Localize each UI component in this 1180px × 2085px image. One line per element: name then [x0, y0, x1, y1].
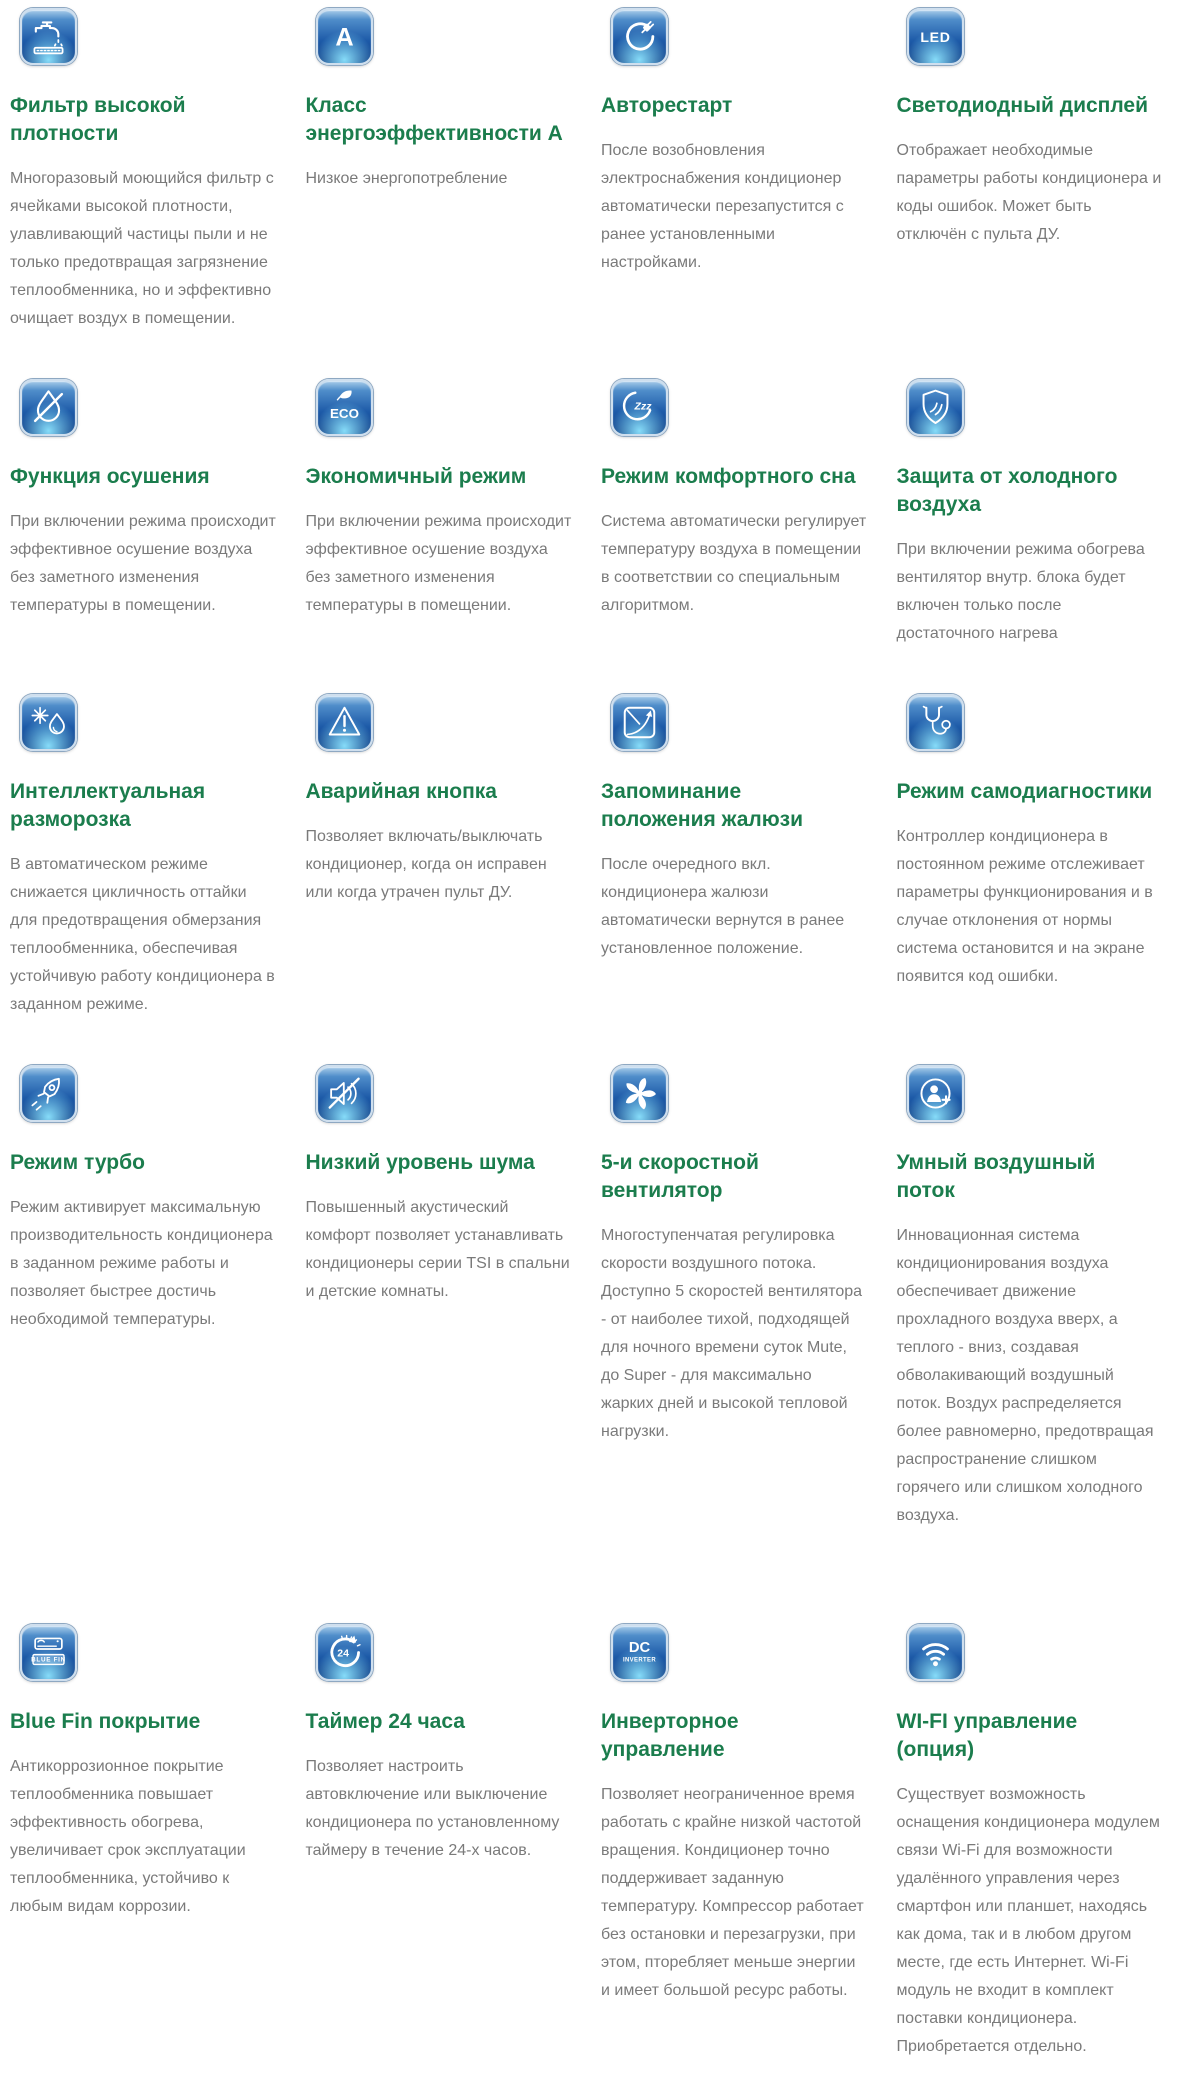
feature-title: WI-FI управление (опция) — [896, 1710, 1078, 1761]
feature-title: Низкий уровень шума — [305, 1151, 535, 1174]
svg-text:Zzz: Zzz — [634, 400, 652, 413]
feature-description: Отображает необходимые параметры работы кондиционера и коды ошибок. Может быть отключён с пульта ДУ. — [896, 142, 1162, 243]
feature-card — [10, 694, 278, 1019]
feature-description: После возобновления электроснабжения кондиционер автоматически перезапустится с ранее установленными настройками. — [601, 142, 844, 271]
feature-description: После очередного вкл. кондиционера жалюзи автоматически вернутся в ранее установленное положение. — [601, 856, 845, 957]
wifi-control-icon — [907, 1624, 964, 1681]
feature-title: Класс энергоэффективности А — [305, 94, 563, 145]
feature-title: Режим турбо — [10, 1151, 145, 1174]
feature-description: Антикоррозионное покрытие теплообменника повышает эффективность обогрева, увеличивает срок эксплуатации теплообменника, устойчиво к любым видам коррозии. — [10, 1758, 246, 1915]
svg-text:ECO: ECO — [329, 406, 359, 422]
feature-card — [897, 1624, 1165, 2061]
five-speed-fan-icon — [611, 1065, 668, 1122]
feature-description: В автоматическом режиме снижается цикличность оттайки для предотвращения обмерзания теплообменника, обеспечивая устойчивую работу кондиционера в заданном режиме. — [10, 856, 275, 1013]
feature-description: Существует возможность оснащения кондиционера модулем связи Wi-Fi для возможности удалённого управления через смартфон или планшет, находясь как дома, так и в любом другом месте, где есть Интернет. Wi-Fi модуль не входит в комплект поставки кондиционера. Приобретается отдельно. — [896, 1786, 1160, 2055]
feature-card — [897, 694, 1165, 1019]
feature-description: Режим активирует максимальную производительность кондиционера в заданном режиме работы и позволяет быстрее достичь необходимой температуры. — [10, 1199, 273, 1328]
turbo-mode-icon — [20, 1065, 77, 1122]
svg-text:LED: LED — [919, 29, 951, 46]
svg-text:A: A — [334, 23, 354, 52]
blue-fin-icon — [20, 1624, 77, 1681]
feature-card — [601, 694, 869, 1019]
feature-description: Многоступенчатая регулировка скорости воздушного потока. Доступно 5 скоростей вентилятора - от наиболее тихой, подходящей для ночного времени суток Mute, до Super - для максимально жарких дней и высокой тепловой нагрузки. — [601, 1227, 863, 1440]
feature-title: Запоминание положения жалюзи — [601, 780, 804, 831]
feature-description: Повышенный акустический комфорт позволяет устанавливать кондиционеры серии TSI в спальни и детские комнаты. — [305, 1199, 570, 1300]
svg-text:DC: DC — [628, 1639, 651, 1656]
feature-description: Позволяет включать/выключать кондиционер, когда он исправен или когда утрачен пульт ДУ. — [305, 828, 547, 901]
feature-card — [10, 1065, 278, 1530]
feature-description: Контроллер кондиционера в постоянном режиме отслеживает параметры функционирования и в случае отклонения от нормы система остановится и на экране появится код ошибки. — [896, 828, 1153, 985]
feature-title: 5-и скоростной вентилятор — [601, 1151, 759, 1202]
feature-title: Режим самодиагностики — [896, 780, 1153, 803]
feature-title: Фильтр высокой плотности — [10, 94, 186, 145]
feature-card — [601, 8, 869, 333]
feature-card — [10, 1624, 278, 2061]
feature-card — [897, 1065, 1165, 1530]
feature-card — [306, 8, 574, 333]
feature-description: При включении режима происходит эффективное осушение воздуха без заметного изменения температуры в помещении. — [305, 513, 572, 614]
intelligent-defrost-icon — [20, 694, 77, 751]
feature-card — [601, 1624, 869, 2061]
smart-airflow-icon — [907, 1065, 964, 1122]
feature-card — [306, 1624, 574, 2061]
feature-title: Экономичный режим — [305, 465, 527, 488]
feature-card — [306, 694, 574, 1019]
autorestart-icon — [611, 8, 668, 65]
svg-text:24: 24 — [336, 1647, 349, 1660]
feature-title: Умный воздушный поток — [896, 1151, 1096, 1202]
feature-card — [306, 1065, 574, 1530]
feature-description: Позволяет настроить автовключение или выключение кондиционера по установленному таймеру в течение 24-х часов. — [305, 1758, 560, 1859]
led-display-icon — [907, 8, 964, 65]
feature-title: Режим комфортного сна — [601, 465, 856, 488]
energy-class-a-icon — [316, 8, 373, 65]
feature-description: При включении режима происходит эффективное осушение воздуха без заметного изменения температуры в помещении. — [10, 513, 276, 614]
emergency-button-icon — [316, 694, 373, 751]
svg-text:INVERTER: INVERTER — [623, 1657, 656, 1664]
feature-title: Blue Fin покрытие — [10, 1710, 201, 1733]
feature-card — [601, 1065, 869, 1530]
feature-card — [601, 379, 869, 648]
svg-text:BLUE FIN: BLUE FIN — [31, 1656, 66, 1664]
feature-description: Инновационная система кондиционирования воздуха обеспечивает движение прохладного воздуха вверх, а теплого - вниз, создавая обволакивающий воздушный поток. Воздух распределяется более равномерно, предотвращая распространение слишком горячего или слишком холодного воздуха. — [896, 1227, 1154, 1524]
feature-title: Аварийная кнопка — [305, 780, 497, 803]
timer-24h-icon — [316, 1624, 373, 1681]
feature-description: Система автоматически регулирует температуру воздуха в помещении в соответствии со специальным алгоритмом. — [601, 513, 867, 614]
dc-inverter-icon — [611, 1624, 668, 1681]
dehumidification-icon — [20, 379, 77, 436]
feature-title: Таймер 24 часа — [305, 1710, 465, 1733]
self-diagnosis-icon — [907, 694, 964, 751]
feature-card — [897, 8, 1165, 333]
cold-air-protection-icon — [907, 379, 964, 436]
louver-memory-icon — [611, 694, 668, 751]
feature-description: Позволяет неограниченное время работать с крайне низкой частотой вращения. Кондиционер точно поддерживает заданную температуру. Компрессор работает без остановки и перезагрузки, при этом, пторебляет меньше энергии и имеет большой ресурс работы. — [601, 1786, 864, 1999]
feature-title: Светодиодный дисплей — [896, 94, 1148, 117]
feature-description: При включении режима обогрева вентилятор внутр. блока будет включен только после достаточного нагрева — [896, 541, 1145, 642]
feature-card — [10, 379, 278, 648]
sleep-mode-icon — [611, 379, 668, 436]
eco-mode-icon — [316, 379, 373, 436]
feature-title: Инверторное управление — [601, 1710, 739, 1761]
feature-description: Многоразовый моющийся фильтр с ячейками высокой плотности, улавливающий частицы пыли и не только предотвращая загрязнение теплообменника, но и эффективно очищает воздух в помещении. — [10, 170, 274, 327]
low-noise-icon — [316, 1065, 373, 1122]
feature-title: Защита от холодного воздуха — [896, 465, 1118, 516]
feature-title: Авторестарт — [601, 94, 733, 117]
faucet-filter-icon — [20, 8, 77, 65]
feature-title: Интеллектуальная разморозка — [10, 780, 206, 831]
feature-description: Низкое энергопотребление — [305, 170, 508, 187]
feature-card — [897, 379, 1165, 648]
feature-card — [10, 8, 278, 333]
feature-title: Функция осушения — [10, 465, 210, 488]
feature-card — [306, 379, 574, 648]
